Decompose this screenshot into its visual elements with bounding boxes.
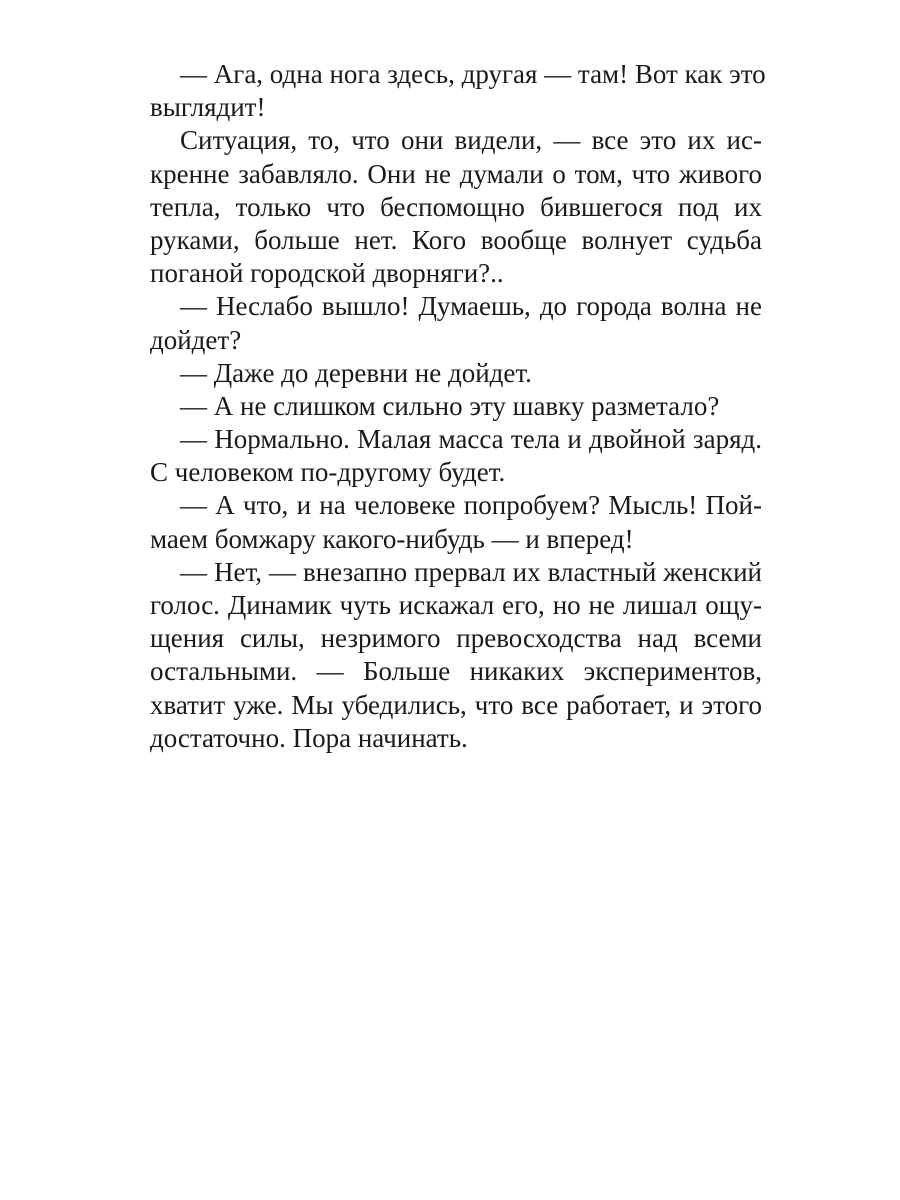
text-line: щения силы, незримого превосходства над всеми bbox=[150, 623, 762, 654]
text-line: хватит уже. Мы убедились, что все работает, и этого bbox=[150, 689, 762, 720]
text-line: выглядит! bbox=[150, 92, 266, 123]
text-line: поганой городской дворняги?.. bbox=[150, 258, 504, 289]
body-text bbox=[150, 58, 766, 755]
text-line: достаточно. Пора начинать. bbox=[150, 722, 468, 753]
text-line: Ситуация, то, что они видели, — все это их ис- bbox=[180, 125, 762, 156]
text-line: руками, больше нет. Кого вообще волнует судьба bbox=[150, 224, 762, 255]
text-line: голос. Динамик чуть искажал его, но не лишал ощу- bbox=[150, 590, 762, 620]
text-line: дойдет? bbox=[150, 324, 242, 355]
text-line: — Даже до деревни не дойдет. bbox=[180, 357, 532, 388]
text-line: остальными. — Больше никаких экспериментов, bbox=[150, 656, 762, 687]
text-line: — Ага, одна нога здесь, другая — там! Вот как это bbox=[180, 59, 766, 89]
text-line: кренне забавляло. Они не думали о том, что живого bbox=[150, 158, 762, 189]
text-line: С человеком по-другому будет. bbox=[150, 457, 506, 488]
text-line: — Нормально. Малая масса тела и двойной заряд. bbox=[180, 424, 762, 455]
text-line: маем бомжару какого-нибудь — и вперед! bbox=[150, 523, 634, 554]
text-line: — А что, и на человеке попробуем? Мысль! Пой- bbox=[180, 490, 762, 521]
text-line: тепла, только что беспомощно бившегося под их bbox=[150, 191, 762, 222]
text-line: — А не слишком сильно эту шавку разметало? bbox=[180, 390, 720, 421]
text-line: — Неслабо вышло! Думаешь, до города волна не bbox=[180, 291, 762, 322]
text-line: — Нет, — внезапно прервал их властный женский bbox=[180, 556, 762, 587]
